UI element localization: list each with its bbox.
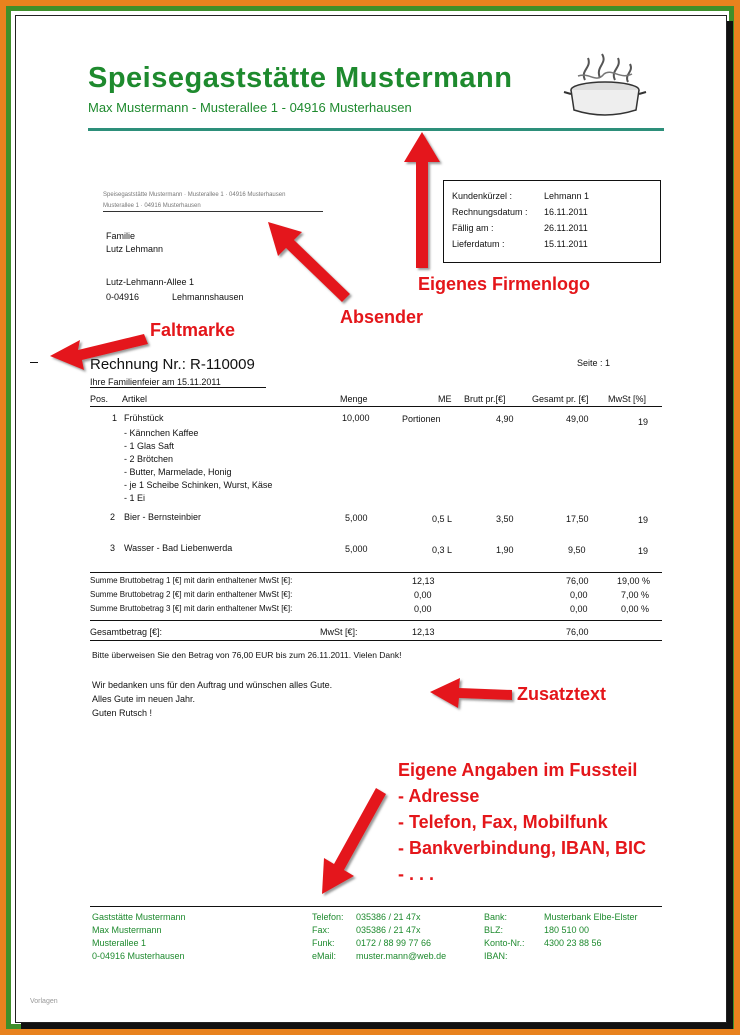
item-detail: - Kännchen Kaffee xyxy=(124,428,199,438)
footer-value: muster.mann@web.de xyxy=(356,951,447,961)
arrow-up-icon xyxy=(404,132,440,268)
col-header-qty: Menge xyxy=(340,394,368,404)
info-value: 26.11.2011 xyxy=(544,223,588,233)
sum-rate: 0,00 % xyxy=(621,604,650,614)
footer-label: BLZ: xyxy=(484,925,504,935)
info-label: Lieferdatum : xyxy=(452,239,505,249)
footer-label: Fax: xyxy=(312,925,330,935)
sender-return-line: Speisegaststätte Mustermann · Musterallee 1 · 04916 Musterhausen xyxy=(103,192,286,198)
sum-label: Summe Bruttobetrag 1 [€] mit darin enthaltener MwSt [€]: xyxy=(90,576,293,585)
item-price: 4,90 xyxy=(496,414,514,424)
col-header-vat: MwSt [%] xyxy=(608,394,647,404)
item-total: 9,50 xyxy=(568,545,586,555)
item-vat: 19 xyxy=(638,546,649,556)
total-label: Gesamtbetrag [€]: xyxy=(90,627,163,637)
watermark: Vorlagen xyxy=(30,998,58,1005)
invoice-title: Rechnung Nr.: R-110009 xyxy=(90,356,255,373)
item-total: 17,50 xyxy=(566,514,589,524)
annotation-footer-item: - Bankverbindung, IBAN, BIC xyxy=(398,838,647,858)
info-value: 16.11.2011 xyxy=(544,207,588,217)
footer-value: 180 510 00 xyxy=(544,925,590,935)
recipient-street: Lutz-Lehmann-Allee 1 xyxy=(106,277,195,287)
footer-label: Telefon: xyxy=(312,912,344,922)
info-label: Kundenkürzel : xyxy=(452,191,513,201)
info-label: Rechnungsdatum : xyxy=(452,207,528,217)
recipient-city: Lehmannshausen xyxy=(172,292,244,302)
footer-value: 0172 / 88 99 77 66 xyxy=(356,938,432,948)
arrow-left-icon xyxy=(50,334,148,370)
sum-rate: 19,00 % xyxy=(617,576,651,586)
sum-amount: 0,00 xyxy=(570,590,588,600)
sum-label: Summe Bruttobetrag 2 [€] mit darin enthaltener MwSt [€]: xyxy=(90,590,293,599)
company-name: Speisegaststätte Mustermann xyxy=(88,62,513,94)
closing-line: Alles Gute im neuen Jahr. xyxy=(92,694,196,704)
sender-return-line-2: Musterallee 1 · 04916 Musterhausen xyxy=(103,203,201,209)
item-pos: 1 xyxy=(112,413,118,423)
sum-label: Summe Bruttobetrag 3 [€] mit darin enthaltener MwSt [€]: xyxy=(90,604,293,613)
footer-value: 4300 23 88 56 xyxy=(544,938,602,948)
footer-value: 035386 / 21 47x xyxy=(356,925,421,935)
item-total: 49,00 xyxy=(566,414,589,424)
footer-value: 035386 / 21 47x xyxy=(356,912,421,922)
col-header-price: Brutt pr.[€] xyxy=(464,394,506,404)
closing-line: Guten Rutsch ! xyxy=(92,708,153,718)
annotation-sender: Absender xyxy=(340,307,424,327)
sum-tax: 0,00 xyxy=(414,590,432,600)
recipient-name: Lutz Lehmann xyxy=(106,244,164,254)
item-article: Bier - Bernsteinbier xyxy=(124,512,202,522)
closing-line: Wir bedanken uns für den Auftrag und wünschen alles Gute. xyxy=(92,680,333,690)
item-qty: 5,000 xyxy=(345,544,368,554)
item-price: 1,90 xyxy=(496,545,514,555)
recipient-zip: 0-04916 xyxy=(106,292,140,302)
item-pos: 2 xyxy=(110,512,116,522)
annotation-logo: Eigenes Firmenlogo xyxy=(418,274,591,294)
item-unit: 0,3 L xyxy=(432,545,453,555)
invoice-subtitle: Ihre Familienfeier am 15.11.2011 xyxy=(90,377,221,387)
total-amount: 76,00 xyxy=(566,627,589,637)
sum-rate: 7,00 % xyxy=(621,590,650,600)
item-detail: - 2 Brötchen xyxy=(124,454,174,464)
item-detail: - 1 Ei xyxy=(124,493,146,503)
footer-label: Bank: xyxy=(484,912,508,922)
footer-label: Funk: xyxy=(312,938,335,948)
item-detail: - Butter, Marmelade, Honig xyxy=(124,467,232,477)
item-article: Wasser - Bad Liebenwerda xyxy=(124,543,233,553)
col-header-total: Gesamt pr. [€] xyxy=(532,394,589,404)
item-qty: 10,000 xyxy=(342,413,370,423)
item-detail: - je 1 Scheibe Schinken, Wurst, Käse xyxy=(124,480,273,490)
footer-owner: Max Mustermann xyxy=(92,925,162,935)
arrow-left-icon xyxy=(430,678,512,708)
page-number: Seite : 1 xyxy=(577,358,611,368)
arrow-down-left-icon xyxy=(322,788,386,894)
footer-company: Gaststätte Mustermann xyxy=(92,912,186,922)
arrow-diagonal-icon xyxy=(268,222,350,302)
item-unit: 0,5 L xyxy=(432,514,453,524)
footer-label: IBAN: xyxy=(484,951,508,961)
recipient-line1: Familie xyxy=(106,231,136,241)
footer-label: eMail: xyxy=(312,951,337,961)
item-vat: 19 xyxy=(638,417,649,427)
col-header-article: Artikel xyxy=(122,394,148,404)
item-unit: Portionen xyxy=(402,414,441,424)
col-header-unit: ME xyxy=(438,394,452,404)
item-pos: 3 xyxy=(110,543,116,553)
footer-label: Konto-Nr.: xyxy=(484,938,525,948)
info-value: 15.11.2011 xyxy=(544,239,588,249)
annotation-footer-item: - Telefon, Fax, Mobilfunk xyxy=(398,812,608,832)
annotation-footer-item: - . . . xyxy=(398,864,434,884)
info-label: Fällig am : xyxy=(452,223,494,233)
info-value: Lehmann 1 xyxy=(544,191,590,201)
item-qty: 5,000 xyxy=(345,513,368,523)
annotation-footer-item: - Adresse xyxy=(398,786,480,806)
sum-amount: 76,00 xyxy=(566,576,589,586)
footer-city: 0-04916 Musterhausen xyxy=(92,951,185,961)
annotation-fold: Faltmarke xyxy=(150,320,236,340)
annotation-footer-title: Eigene Angaben im Fussteil xyxy=(398,760,638,780)
total-tax: 12,13 xyxy=(412,627,435,637)
item-vat: 19 xyxy=(638,515,649,525)
sum-tax: 12,13 xyxy=(412,576,435,586)
annotation-extra-text: Zusatztext xyxy=(517,684,607,704)
item-article: Frühstück xyxy=(124,413,164,423)
item-price: 3,50 xyxy=(496,514,514,524)
sum-amount: 0,00 xyxy=(570,604,588,614)
total-tax-label: MwSt [€]: xyxy=(320,627,358,637)
payment-note: Bitte überweisen Sie den Betrag von 76,00 EUR bis zum 26.11.2011. Vielen Dank! xyxy=(92,650,402,660)
sum-tax: 0,00 xyxy=(414,604,432,614)
item-detail: - 1 Glas Saft xyxy=(124,441,175,451)
footer-value: Musterbank Elbe-Elster xyxy=(544,912,638,922)
footer-street: Musterallee 1 xyxy=(92,938,147,948)
company-address: Max Mustermann - Musterallee 1 - 04916 Musterhausen xyxy=(88,100,412,115)
col-header-pos: Pos. xyxy=(90,394,109,404)
